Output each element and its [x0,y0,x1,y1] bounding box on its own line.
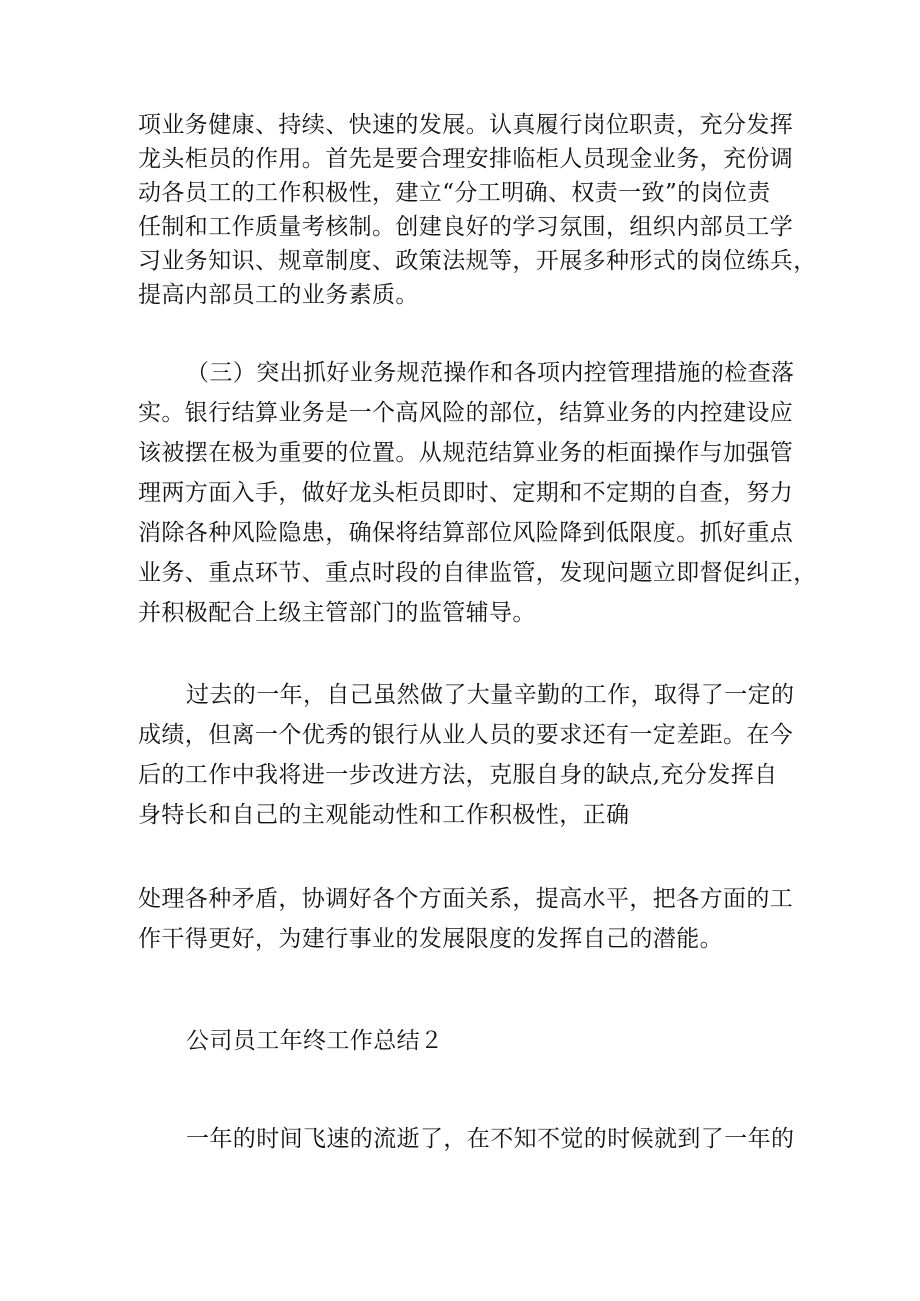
paragraph-3-line-4: 身特长和自己的主观能动性和工作积极性，正确 [138,802,630,828]
paragraph-1-line-1: 项业务健康、持续、快速的发展。认真履行岗位职责，充分发挥 [138,112,794,138]
paragraph-3-line-3: 后的工作中我将进一步改进方法，克服自身的缺点,充分发挥自 [138,762,778,788]
paragraph-2-line-1: （三）突出抓好业务规范操作和各项内控管理措施的检查落 [186,360,795,386]
section-heading: 公司员工年终工作总结２ [186,1028,444,1054]
paragraph-2-line-7: 并积极配合上级主管部门的监管辅导。 [138,600,536,626]
paragraph-2-line-3: 该被摆在极为重要的位置。从规范结算业务的柜面操作与加强管 [138,440,794,466]
paragraph-2-line-2: 实。银行结算业务是一个高风险的部位，结算业务的内控建设应 [138,400,794,426]
paragraph-5-line-1: 一年的时间飞速的流逝了，在不知不觉的时候就到了一年的 [186,1126,795,1152]
paragraph-3-line-2: 成绩，但离一个优秀的银行从业人员的要求还有一定差距。在今 [138,722,794,748]
paragraph-1-line-5: 习业务知识、规章制度、政策法规等，开展多种形式的岗位练兵， [138,248,817,274]
paragraph-1-line-3: 动各员工的工作积极性，建立“分工明确、权责一致”的岗位责 [138,180,771,206]
paragraph-2-line-6: 业务、重点环节、重点时段的自律监管，发现问题立即督促纠正， [138,560,817,586]
paragraph-1-line-2: 龙头柜员的作用。首先是要合理安排临柜人员现金业务，充份调 [138,146,794,172]
paragraph-1-line-4: 任制和工作质量考核制。创建良好的学习氛围，组织内部员工学 [138,214,794,240]
paragraph-2-line-4: 理两方面入手，做好龙头柜员即时、定期和不定期的自查，努力 [138,480,794,506]
paragraph-1-line-6: 提高内部员工的业务素质。 [138,282,419,308]
paragraph-4-line-1: 处理各种矛盾，协调好各个方面关系，提高水平，把各方面的工 [138,886,794,912]
paragraph-2-line-5: 消除各种风险隐患，确保将结算部位风险降到低限度。抓好重点 [138,520,794,546]
paragraph-3-line-1: 过去的一年，自己虽然做了大量辛勤的工作，取得了一定的 [186,682,795,708]
paragraph-4-line-2: 作干得更好，为建行事业的发展限度的发挥自己的潜能。 [138,926,723,952]
